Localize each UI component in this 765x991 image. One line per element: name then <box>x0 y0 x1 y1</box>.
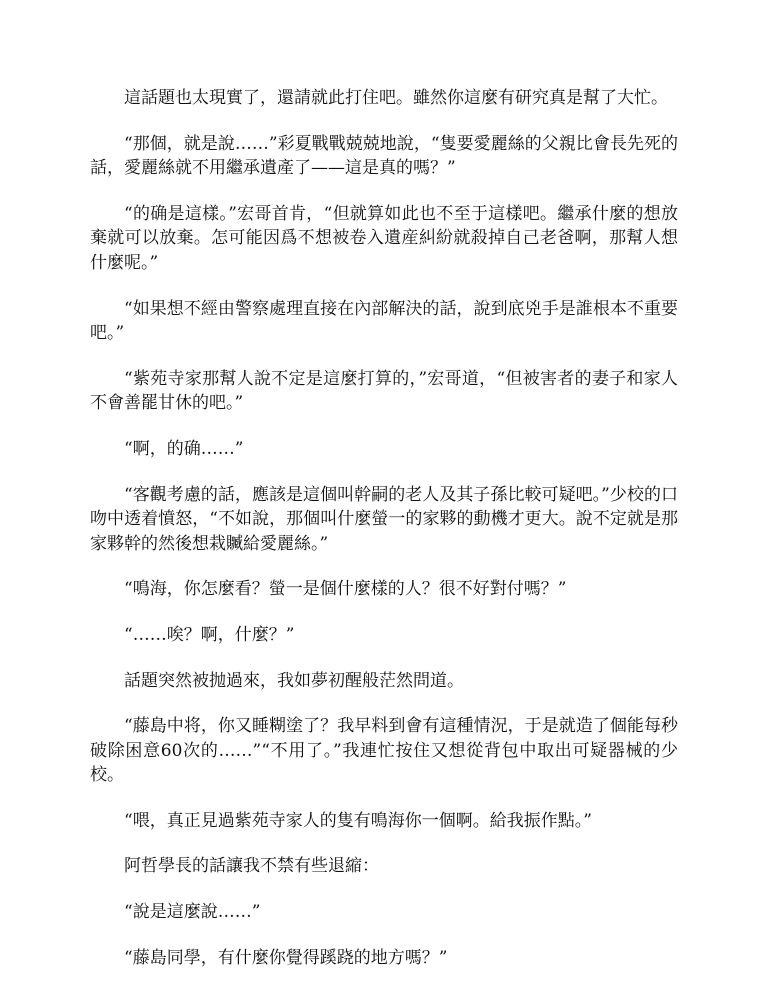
paragraph: “藤島同學，有什麼你覺得蹊跷的地方嗎？” <box>124 947 448 968</box>
paragraph: “那個，就是說……”彩夏戰戰兢兢地說，“隻要愛麗絲的父親比會長先死的話，愛麗絲就不用繼承遺產了——這是真的嗎？” <box>90 133 678 179</box>
paragraph: 阿哲學長的話讓我不禁有些退縮： <box>124 856 379 877</box>
paragraph: “……唉？啊，什麼？” <box>124 624 295 645</box>
paragraph: “紫苑寺家那幫人說不定是這麼打算的，”宏哥道，“但被害者的妻子和家人不會善罷甘休的吧。” <box>90 368 678 414</box>
paragraph: “鳴海，你怎麼看？螢一是個什麼樣的人？很不好對付嗎？” <box>124 579 567 600</box>
paragraph: “藤島中将，你又睡糊塗了？我早料到會有這種情況，于是就造了個能每秒破除困意60次的……”“不用了。”我連忙按住又想從背包中取出可疑器械的少校。 <box>90 716 678 786</box>
paragraph: “客觀考慮的話，應該是這個叫幹嗣的老人及其子孫比較可疑吧。”少校的口吻中透着憤怒，“不如說，那個叫什麼螢一的家夥的動機才更大。說不定就是那家夥幹的然後想栽贓給愛麗絲。” <box>90 484 678 554</box>
paragraph: “說是這麼說……” <box>124 902 261 923</box>
paragraph: “如果想不經由警察處理直接在內部解決的話，說到底兇手是誰根本不重要吧。” <box>90 298 678 344</box>
paragraph: “的确是這樣。”宏哥首肯，“但就算如此也不至于這樣吧。繼承什麼的想放棄就可以放棄。怎可能因爲不想被卷入遺産糾紛就殺掉自己老爸啊，那幫人想什麼呢。” <box>90 203 678 273</box>
paragraph: 這話題也太現實了，還請就此打住吧。雖然你這麼有研究真是幫了大忙。 <box>124 88 668 108</box>
paragraph: “喂，真正見過紫苑寺家人的隻有鳴海你一個啊。給我振作點。” <box>124 810 592 831</box>
paragraph: “啊，的确……” <box>124 438 244 459</box>
document-page <box>90 86 678 991</box>
paragraph: 話題突然被抛過來，我如夢初醒般茫然問道。 <box>124 670 464 691</box>
